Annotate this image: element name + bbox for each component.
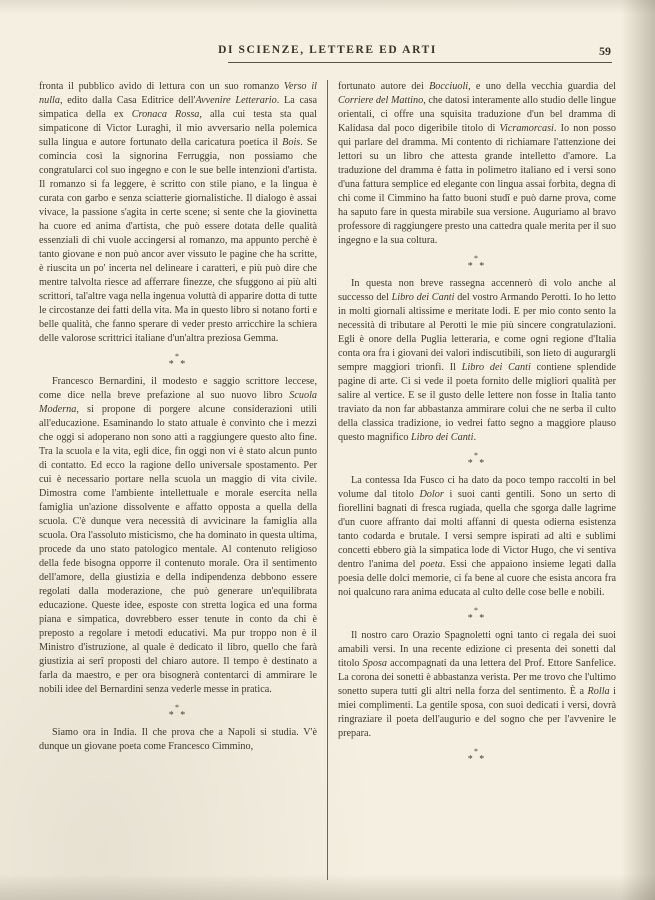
text-columns [39, 80, 616, 882]
page-number: 59 [599, 44, 611, 58]
paragraph: fortunato autore dei Bocciuoli, e uno della vecchia guardia del Corriere del Mattino, che datosi interamente allo studio delle lingue orientali, ci offre una squisita traduzione d'un bel dramma di Kalidasa dal poco digeribile titolo di Vicramorcasi. Io non posso qui parlare del dramma. Mi contento di richiamare l'attenzione dei lettori su un libro che attesta grande intelletto d'amore. La traduzione del dramma è fatta in polimetro italiano ed i versi sono d'una fattura semplice ed elegante con lingua assai forbita, degna di chi come il Cimmino ha fatto buoni studî e può darne prova, come ha saputo fare in questa mirabile sua versione. Auguriamo al bravo professore di raggiungere presto una cattedra quale merita per il suo ingegno e la sua coltura. [338, 81, 617, 246]
paragraph: Siamo ora in India. Il che prova che a Napoli si studia. V'è dunque un giovane poeta come Francesco Cimmino, [39, 727, 317, 752]
asterism-separator: * * * [168, 703, 188, 721]
asterism-separator: * * * [467, 747, 487, 765]
asterism-separator: * * * [467, 606, 487, 624]
header-rule [228, 62, 612, 63]
asterism-separator: * * * [467, 451, 487, 469]
paragraph: La contessa Ida Fusco ci ha dato da poco tempo raccolti in bel volume dal titolo Dolor i suoi canti gentili. Sono un serto di fiorellini bagnati di fresca rugiada, quella che sgorga dalle lagrime d'un cuore affranto dai molti affanni di questa odierna esistenza tanto codarda e brutale. I versi sempre ispirati ad alti e sublimi concetti ebbero già la simpatica lode di Victor Hugo, che vi sentiva dentro l'anima del poeta. Essi che appaiono insieme legati dalla poesia delle dolci memorie, ci fa bene al cuore che esista ancora fra noi qualcuno rara anima educata al culto delle cose belle e nobili. [338, 475, 617, 598]
paragraph: Il nostro caro Orazio Spagnoletti ogni tanto ci regala dei suoi amabili versi. In una recente edizione ci presenta dei sonetti dal titolo Sposa accompagnati da una lettera del Prof. Ettore Sanfelice. La corona dei sonetti è abbastanza verista. Per me trovo che l'ultimo sonetto supera tutti gli altri nella forza del sentimento. È a Rolla i miei complimenti. La gentile sposa, con suoi dedicati i versi, dovrà ringraziare il poeta dell'augurio e del sogno che per l'avvenire le prepara. [338, 630, 617, 739]
paragraph: Francesco Bernardini, il modesto e saggio scrittore leccese, come dice nella breve prefazione al suo nuovo libro Scuola Moderna, si propone di porgere alcune considerazioni utili all'educazione. Esaminando lo stato attuale è convinto che i mezzi che oggi si adoperano non sono atti a raggiungere questo alto fine. Tra la scuola e la vita, egli dice, fin oggi non vi è stato alcun punto di contatto. Ed ecco la ragione dello universale spostamento. Per cui è necessario portare nella scuola un maggio di vita civile. Dimostra come l'ambiente intellettuale e morale esercita nella famiglia un'azione dissolvente e affatto opposta a quella della scuola. C'è dunque vera necessità di avvicinare la famiglia alla scuola. Ora l'assoluto misticismo, che ha dominato in questa ultima, procede da uno stato patologico mentale. Al contenuto religioso della fede bisogna opporre il contenuto morale. Ora il sentimento dell'amore, della giustizia e della indipendenza debbono essere regolati dalla moderazione, che può generare un'equilibrata educazione. Queste idee, esposte con stretta logica ed una forma piana e simpatica, dovrebbero esser tenute in conto da chi è preposto a regolare i metodi educativi. Ma pur troppo non è il Ministro d'istruzione, al quale è dedicato il libro, quello che farà giustizia ai serî proposti del chiaro autore. Il tempo è destinato a farla da maestro, e per ora bisognerà contentarci di ammirare le nobili idee del Bernardini senza vederle messe in pratica. [39, 376, 317, 695]
asterism-separator: * * * [467, 254, 487, 272]
right-column [338, 80, 616, 882]
left-column [39, 80, 317, 882]
asterism-separator: * * * [168, 352, 188, 370]
paragraph: In questa non breve rassegna accennerò di volo anche al successo del Libro dei Canti del vostro Armando Perotti. Io ho letto in molti giornali altissime e meritate lodi. E per mio conto sento la necessità di tributare al Perotti le mie più sincere congratulazioni. Egli è onore della Puglia letteraria, e come ogni regione d'Italia conta ora fra i giovani dei valori indiscutibili, son lieto di augurargli sempre maggiori trionfi. Il Libro dei Canti contiene splendide pagine di arte. Ci si vede il poeta fornito delle migliori qualità per salire al vertice. E se il gusto delle lettere non fosse in Italia tanto traviato da non far abbastanza ammirare colui che ne serba il culto della classica tradizione, io vedrei fatto segno a maggiore plauso questo magnifico Libro dei Canti. [338, 278, 617, 443]
paragraph: fronta il pubblico avido di lettura con un suo romanzo Verso il nulla, edito dalla Casa Editrice dell'Avvenire Letterario. La casa simpatica della ex Cronaca Rossa, alla cui testa sta qual simpaticone di Victor Luraghi, il mio avversario nella polemica sulla lingua e autore fortunato della caricatura poetica il Bois. Se comincia così la signorina Ferruggia, non possiamo che congratularci col suo ingegno e con le sue belle intenzioni d'artista. Il romanzo si fa leggere, è scritto con stile piano, e la lingua è curata con garbo e senza sciatterie giornalistiche. Il dialogo è assai vivace, la passione s'agita in certe scene; si sente che la giovinetta ha cuore ed anima d'artista, che può essere dotata delle qualità essenziali di chi vuole accingersi al romanzo, ma appunto perchè è tanto giovane e non può ancor aver vissuto le pagine che ha scritte, è riuscita un po' incerta nel delineare i caratteri, e più può dire che mentre talvolta riesce ad afferrare finezze, che sfuggono ai più alti scrittori, tal'altre vaga nella ingenua voluttà di apparire dotta di tutte le circostanze dei fatti della vita. Ma in questo libro si notano forti e belle qualità, che fanno sperare di veder presto arricchire la schiera delle valorose scrittrici italiane d'un'altra preziosa Gemma. [39, 81, 318, 344]
column-divider [327, 80, 328, 880]
journal-title: DI SCIENZE, LETTERE ED ARTI [218, 44, 437, 56]
